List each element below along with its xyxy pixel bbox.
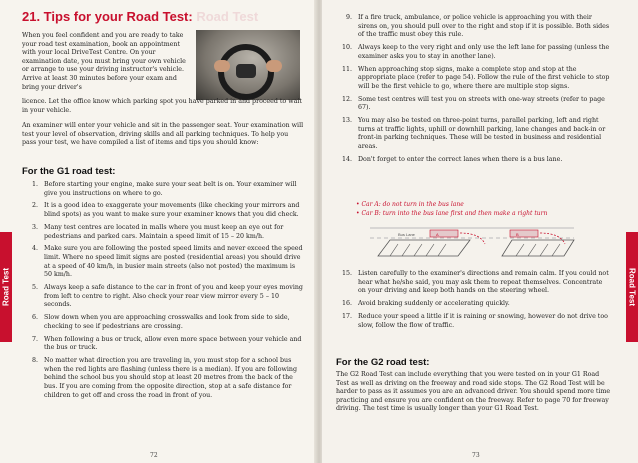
list-item (22, 202, 304, 219)
item-number: 17. (341, 312, 352, 320)
item-text: It is a good idea to exaggerate your movements (like checking your mirrors and blind spots) as you want to make sure your examiner knows that you did check. (44, 202, 300, 219)
list-item (336, 66, 612, 92)
item-number: 1. (31, 181, 38, 188)
item-number: 14. (341, 155, 352, 163)
tips-list-continued-2 (336, 270, 612, 334)
list-item (22, 245, 304, 280)
item-text: You may also be tested on three-point turns, parallel parking, left and right turns at traffic lights, uphill or downhill parking, lane changes and back-in or front-in parking techniques. These will be tested in business and residential areas. (358, 117, 606, 151)
steering-wheel-photo (196, 30, 300, 100)
svg-text:A: A (436, 232, 439, 237)
item-text: No matter what direction you are traveling in, you must stop for a school bus when the red lights are flashing (unless there is a median). If you are following behind the school bus you should stop at least 20 metres from the back of the bus. If you are coming from the opposite direction, stop at a safe distance for children to get off and cross the road in front of you. (44, 356, 298, 399)
list-item (336, 96, 612, 113)
item-text: Some test centres will test you on streets with one-way streets (refer to page 67). (358, 95, 605, 112)
list-item (22, 284, 304, 310)
tips-list-continued (336, 14, 612, 169)
item-text: Reduce your speed a little if it is raining or snowing, however do not drive too slow, follow the flow of traffic. (358, 312, 608, 329)
list-item (336, 300, 612, 309)
left-page (0, 0, 316, 463)
item-number: 12. (341, 95, 352, 103)
bus-lane-label: Bus Lane (398, 232, 415, 237)
item-text: If a fire truck, ambulance, or police vehicle is approaching you with their sirens on, you should pull over to the right and stop if it is possible. Both sides of the traffic must obey this rule. (358, 14, 610, 39)
item-number: 7. (31, 335, 38, 343)
list-item (336, 313, 612, 330)
item-number: 5. (31, 284, 38, 292)
item-text: Avoid braking suddenly or accelerating quickly. (358, 300, 510, 308)
item-number: 9. (345, 14, 352, 21)
g1-tips-list (22, 181, 304, 404)
page-number: 73 (472, 452, 480, 459)
examiner-paragraph: An examiner will enter your vehicle and sit in the passenger seat. Your examination will test your level of observation, driving skills and all parking techniques. To help you pass your test, we have compiled a list of items and tips you should know: (22, 122, 304, 147)
list-item (336, 117, 612, 152)
list-item (336, 156, 612, 165)
item-number: 8. (31, 356, 38, 364)
item-number: 16. (341, 300, 352, 308)
bus-lane-notes (356, 200, 547, 218)
item-number: 11. (341, 65, 352, 73)
bus-lane-diagram (360, 222, 584, 258)
item-text: Make sure you are following the posted speed limits and never exceed the speed limit. Where no speed limit signs are posted (residential areas) you should drive at a speed of 40 km/h, in busier main streets (also not posted) the maximum is 50 km/h. (44, 245, 303, 279)
item-text: Many test centres are located in malls where you must keep an eye out for pedestrians and parked cars. Maintain a speed limit of 15 – 20 km/h. (44, 223, 284, 240)
intro-paragraph-continued: licence. Let the office know which parking spot you have parked in and proceed to wait in your vehicle. (22, 98, 302, 114)
item-number: 4. (31, 245, 38, 253)
item-number: 13. (341, 117, 352, 125)
item-number: 2. (31, 202, 38, 210)
car-b (510, 230, 538, 237)
page-number: 72 (150, 452, 158, 459)
item-number: 10. (341, 44, 352, 52)
item-text: When following a bus or truck, allow even more space between your vehicle and the bus or truck. (44, 335, 302, 352)
list-item (22, 357, 304, 401)
item-text: Always keep to the very right and only use the left lane for passing (unless the examiner asks you to stay in another lane). (358, 44, 610, 60)
list-item (22, 314, 304, 331)
note-car-a: • Car A: do not turn in the bus lane (356, 201, 464, 208)
item-text: Slow down when you are approaching crosswalks and look from side to side, checking to see if pedestrians are crossing. (44, 314, 290, 330)
intro-paragraph: When you feel confident and you are ready to take your road test examination, book an appointment with your local DriveTest Centre. On your examination date, you must bring your own vehicle or arrange to use your driving instructor's vehicle. Arrive at least 30 minutes before your exam and bring your driver's (22, 32, 186, 91)
left-hand (214, 60, 230, 72)
item-number: 3. (31, 223, 38, 231)
svg-text:B: B (516, 232, 519, 237)
list-item (336, 14, 612, 40)
g1-heading: For the G1 road test: (22, 166, 116, 177)
note-car-b: • Car B: turn into the bus lane first and then make a right turn (356, 210, 548, 217)
side-tab: Road Test (0, 232, 12, 342)
item-number: 15. (341, 270, 352, 277)
item-text: Listen carefully to the examiner's directions and remain calm. If you could not hear what he/she said, you may ask them to repeat themselves. Concentrate on your driving and keep both hands on the steering wheel. (358, 270, 609, 295)
g2-paragraph: The G2 Road Test can include everything that you were tested on in your G1 Road Test as well as driving on the freeway and road side stops. The G2 Road Test will be harder to pass as it assumes you are an advanced driver. You should spend more time practicing and ensure you are confident on the freeway. Refer to page 70 for freeway driving. The test time is usually longer than your G1 Road Test. (336, 371, 611, 413)
list-item (336, 44, 612, 61)
item-number: 6. (31, 314, 38, 322)
item-text: Before starting your engine, make sure your seat belt is on. Your examiner will give you instructions on where to go. (44, 181, 297, 197)
item-text: Always keep a safe distance to the car in front of you and keep your eyes moving from left to centre to right. Also check your rear view mirror every 5 – 10 seconds. (44, 284, 303, 309)
item-text: When approaching stop signs, make a complete stop and stop at the appropriate place (refer to page 54). Follow the rule of the first vehicle to stop will be the first vehicle to go, where there are multiple stop signs. (358, 65, 610, 90)
right-hand (266, 60, 282, 72)
list-item (336, 270, 612, 296)
g2-heading: For the G2 road test: (336, 357, 430, 368)
list-item (22, 336, 304, 353)
list-item (22, 181, 304, 198)
item-text: Don't forget to enter the correct lanes when there is a bus lane. (358, 155, 563, 163)
list-item (22, 224, 304, 241)
wheel-hub (236, 64, 256, 78)
side-tab: Road Test (626, 232, 638, 342)
page-title: 21. Tips for your Road Test: Road Test (22, 9, 259, 24)
car-a (430, 230, 458, 237)
